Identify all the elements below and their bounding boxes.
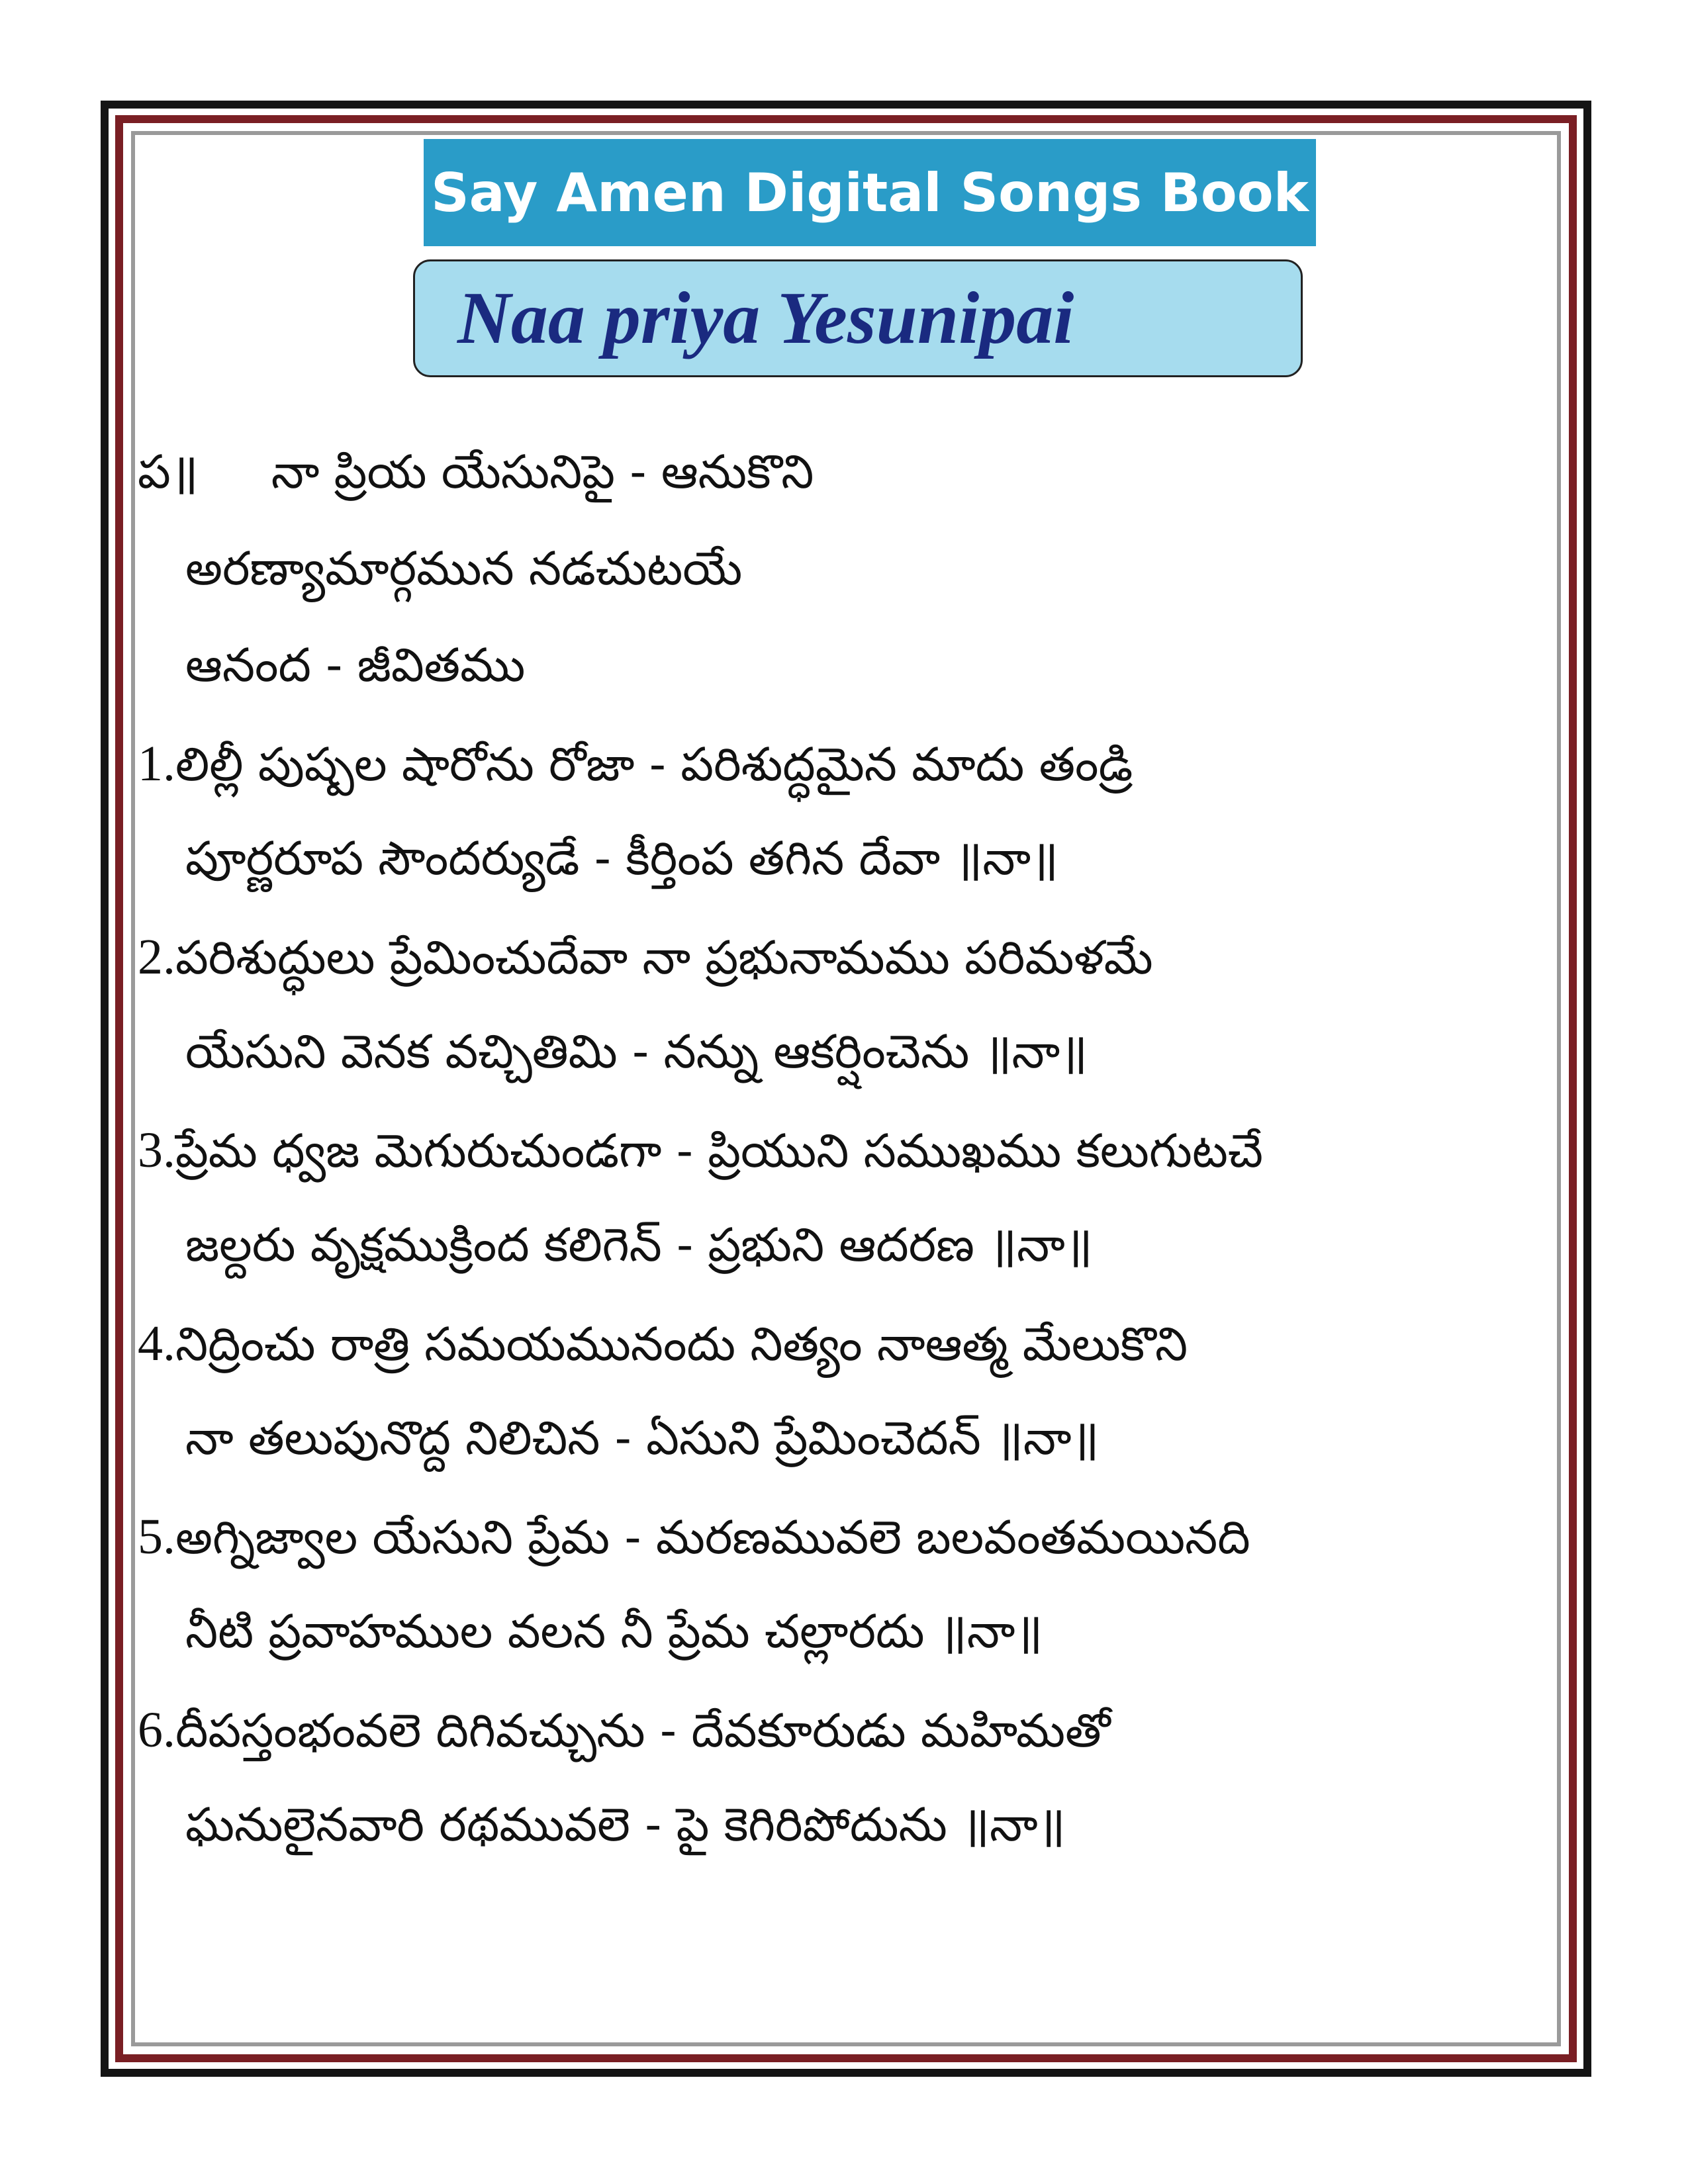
- verse-text: ప్రేమ ధ్వజ మెగురుచుండగా - ప్రియుని సముఖము కలుగుటచే: [175, 1124, 1264, 1178]
- verse-1-line-2: పూర్ణరూప సౌందర్యుడే - కీర్తింప తగిన దేవా ॥నా॥: [185, 831, 1059, 886]
- book-title-banner: Say Amen Digital Songs Book: [424, 139, 1316, 246]
- verse-6-line-1: [138, 1702, 1111, 1758]
- verse-number: 6.: [138, 1702, 175, 1758]
- verse-6-line-2: ఘనులైనవారి రథమువలె - పై కెగిరిపోదును ॥నా॥: [185, 1797, 1066, 1852]
- verse-2-line-1: [138, 929, 1153, 985]
- verse-4-line-1: [138, 1318, 1188, 1369]
- chorus-line-3: ఆనంద - జీవితము: [185, 638, 526, 692]
- verse-text: నిద్రించు రాత్రి సమయమునందు నిత్యం నాఆత్మ మేలుకొని: [175, 1317, 1188, 1371]
- verse-number: 5.: [138, 1509, 175, 1565]
- verse-text: పరిశుద్ధులు ప్రేమించుదేవా నా ప్రభునామము పరిమళమే: [175, 931, 1153, 985]
- verse-text: లిల్లీ పుష్పల షారోను రోజా - పరిశుద్ధమైన మాదు తండ్రి: [175, 737, 1133, 792]
- chorus-line-2: అరణ్యామార్గమున నడచుటయే: [185, 541, 743, 596]
- chorus-label: ప॥: [138, 445, 199, 499]
- page-border-inner: [131, 131, 1561, 2046]
- verse-number: 3.: [138, 1122, 175, 1178]
- chorus-text-1: నా ప్రియ యేసునిపై - ఆనుకొని: [271, 445, 814, 499]
- verse-number: 1.: [138, 736, 175, 792]
- verse-number: 2.: [138, 929, 175, 985]
- verse-text: అగ్నిజ్వాల యేసుని ప్రేమ - మరణమువలె బలవంతమయినది: [175, 1510, 1250, 1565]
- song-title: Naa priya Yesunipai: [457, 277, 1074, 359]
- song-title-box: [413, 259, 1303, 377]
- verse-3-line-1: [138, 1122, 1264, 1178]
- verse-number: 4.: [138, 1316, 175, 1371]
- verse-3-line-2: జల్దరు వృక్షముక్రింద కలిగెన్ - ప్రభుని ఆదరణ ॥నా॥: [185, 1218, 1093, 1272]
- verse-text: దీపస్తంభంవలె దిగివచ్చును - దేవకూరుడు మహిమతో: [175, 1704, 1111, 1758]
- chorus-line-1: [138, 445, 814, 499]
- verse-2-line-2: యేసుని వెనక వచ్చితిమి - నన్ను ఆకర్షించెను ॥నా॥: [185, 1024, 1088, 1079]
- verse-1-line-1: [138, 736, 1133, 792]
- verse-5-line-1: [138, 1509, 1250, 1565]
- verse-4-line-2: నా తలుపునొద్ద నిలిచిన - ఏసుని ప్రేమించెదన్ ॥నా॥: [185, 1411, 1100, 1465]
- verse-5-line-2: నీటి ప్రవాహముల వలన నీ ప్రేమ చల్లారదు ॥నా॥: [185, 1604, 1043, 1659]
